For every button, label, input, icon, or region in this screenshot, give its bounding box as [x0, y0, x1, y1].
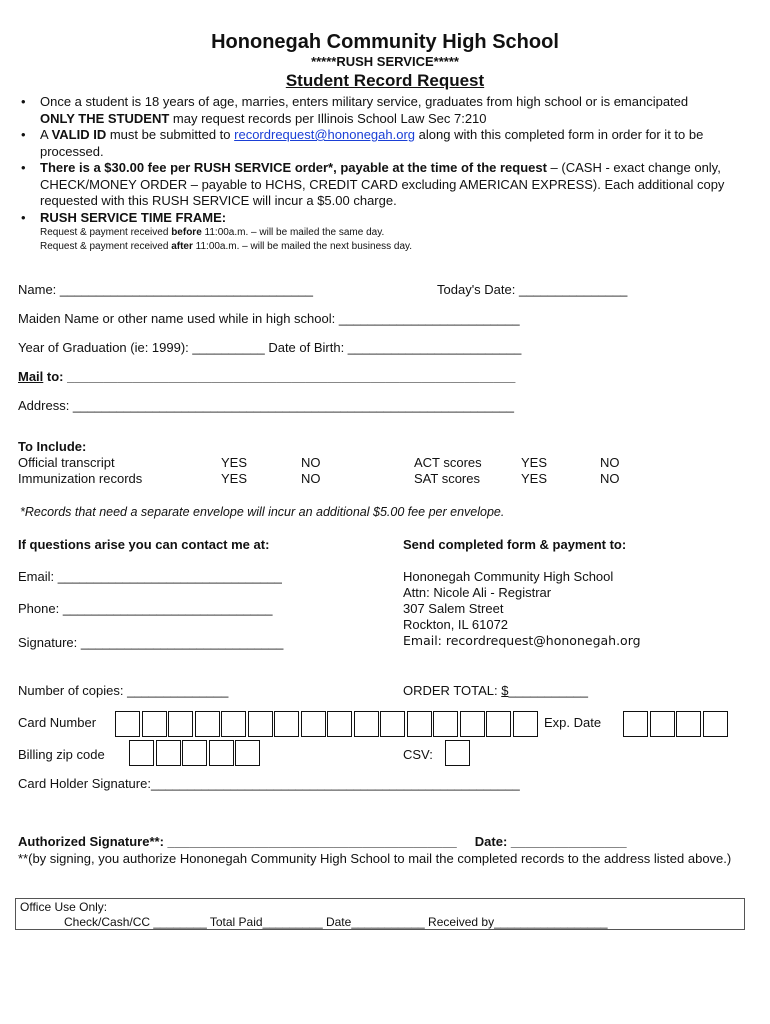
bullet-fee [40, 160, 755, 210]
act-scores-label: ACT scores [414, 455, 482, 470]
card-digit-box[interactable] [327, 711, 352, 737]
email-link[interactable]: recordrequest@hononegah.org [234, 127, 416, 142]
csv-label: CSV: [403, 747, 433, 762]
office-use-box [15, 898, 745, 930]
send-city: Rockton, IL 61072 [403, 617, 509, 632]
to-include-heading: To Include: [18, 439, 87, 454]
bullet-bold [40, 160, 547, 175]
card-digit-box[interactable] [380, 711, 405, 737]
contact-signature-field[interactable]: Signature: ____________________________ [18, 635, 284, 650]
sat-scores-label: SAT scores [414, 471, 480, 486]
zip-digit-box[interactable] [129, 740, 154, 766]
bullet-bold: ONLY THE STUDENT [40, 110, 170, 126]
order-total-label: ORDER TOTAL: [403, 683, 502, 698]
exp-date-label: Exp. Date [544, 715, 602, 730]
contact-email-field[interactable]: Email: _______________________________ [18, 569, 282, 584]
send-attn: Attn: Nicole Ali - Registrar [403, 585, 552, 600]
bullet-text: – (CASH - exact change only, CHECK/MONEY ORDER – payable to HCHS, CREDIT CARD excluding AMERICAN EXPRESS). Each additional copy requested with this RUSH SERVICE will incur a $5.00 charge. [40, 160, 725, 208]
office-use-title: Office Use Only: [20, 900, 108, 914]
tf-text: Request & payment received [40, 241, 172, 252]
bullet-text: may request records per Illinois School Law Sec 7:210 [169, 110, 487, 126]
immunization-yes[interactable]: YES [221, 471, 248, 486]
form-title: Student Record Request [285, 71, 485, 90]
card-digit-box[interactable] [301, 711, 326, 737]
contact-phone-field[interactable]: Phone: _____________________________ [18, 601, 273, 616]
immunization-no[interactable]: NO [301, 471, 321, 486]
zip-digit-box[interactable] [156, 740, 181, 766]
zip-digit-box[interactable] [209, 740, 234, 766]
envelope-note: *Records that need a separate envelope will incur an additional $5.00 fee per envelope. [20, 505, 505, 519]
exp-digit-box[interactable] [703, 711, 728, 737]
send-heading: Send completed form & payment to: [403, 537, 627, 552]
exp-digit-box[interactable] [676, 711, 701, 737]
dollar-sign: $ [501, 683, 509, 698]
zip-digit-box[interactable] [182, 740, 207, 766]
bullet-age-rule [40, 94, 755, 127]
maiden-name-field[interactable]: Maiden Name or other name used while in high school: _________________________ [18, 311, 520, 326]
authorized-signature-field[interactable]: Authorized Signature**: ________________________________________ Date: ________________ [18, 834, 627, 849]
office-use-line: Check/Cash/CC ________ Total Paid_________ Date___________ Received by_________________ [64, 915, 608, 929]
copies-field[interactable]: Number of copies: ______________ [18, 683, 229, 698]
authorized-note: **(by signing, you authorize Hononegah Community High School to mail the completed records to the address listed above.) [18, 851, 732, 866]
card-digit-box[interactable] [248, 711, 273, 737]
bullet-valid-id [40, 127, 755, 160]
immunization-label: Immunization records [18, 471, 143, 486]
transcript-yes[interactable]: YES [221, 455, 248, 470]
zip-digit-box[interactable] [235, 740, 260, 766]
csv-box[interactable] [445, 740, 470, 766]
bullet-text: Once a student is 18 years of age, marries, enters military service, graduates from high school or is emancipated [40, 94, 689, 109]
school-title: Hononegah Community High School [211, 31, 559, 53]
bullet-text: A [40, 127, 52, 142]
exp-digit-box[interactable] [650, 711, 675, 737]
card-digit-box[interactable] [221, 711, 246, 737]
order-total-field[interactable] [403, 683, 588, 698]
bullet-text: along with this completed form in order for it to be processed. [40, 127, 704, 159]
send-email: Email: recordrequest@hononegah.org [403, 633, 641, 648]
card-digit-box[interactable] [354, 711, 379, 737]
todays-date-field[interactable]: Today's Date: _______________ [437, 282, 628, 297]
bullet-time-frame [40, 210, 755, 227]
tf-bold: before [171, 227, 202, 238]
billing-zip-label: Billing zip code [18, 747, 105, 762]
transcript-no[interactable]: NO [301, 455, 321, 470]
send-school: Hononegah Community High School [403, 569, 614, 584]
tf-bold: after [171, 241, 193, 252]
bullet-bold: RUSH SERVICE TIME FRAME: [40, 210, 227, 225]
tf-text: Request & payment received [40, 227, 172, 238]
time-frame-after [40, 240, 412, 254]
tf-text: 11:00a.m. – will be mailed the next business day. [192, 241, 413, 252]
card-digit-box[interactable] [195, 711, 220, 737]
card-holder-signature-field[interactable]: Card Holder Signature:___________________________________________________ [18, 776, 520, 791]
card-digit-box[interactable] [433, 711, 458, 737]
fee-text: There is a $30.00 fee per RUSH SERVICE order*, payable at the time of the request [40, 160, 547, 175]
rush-service-label: *****RUSH SERVICE***** [311, 54, 459, 69]
card-digit-box[interactable] [486, 711, 511, 737]
mail-label: Mail [18, 369, 44, 384]
address-field[interactable]: Address: _____________________________________________________________ [18, 398, 514, 413]
exp-digit-box[interactable] [623, 711, 648, 737]
tf-text: 11:00a.m. – will be mailed the same day. [201, 227, 385, 238]
sat-no[interactable]: NO [600, 471, 620, 486]
card-digit-box[interactable] [513, 711, 538, 737]
bullet-bold: VALID ID [51, 127, 107, 142]
mail-to-field[interactable] [18, 369, 515, 384]
sat-yes[interactable]: YES [521, 471, 548, 486]
time-frame-before [40, 226, 384, 240]
mail-rest: to: ______________________________________________________________ [43, 369, 516, 384]
send-street: 307 Salem Street [403, 601, 504, 616]
official-transcript-label: Official transcript [18, 455, 115, 470]
card-digit-box[interactable] [168, 711, 193, 737]
card-digit-box[interactable] [460, 711, 485, 737]
card-digit-box[interactable] [274, 711, 299, 737]
graduation-dob-field[interactable]: Year of Graduation (ie: 1999): __________ Date of Birth: ________________________ [18, 340, 522, 355]
card-digit-box[interactable] [407, 711, 432, 737]
order-total-blank: ___________ [508, 683, 589, 698]
card-digit-box[interactable] [142, 711, 167, 737]
card-digit-box[interactable] [115, 711, 140, 737]
act-yes[interactable]: YES [521, 455, 548, 470]
name-field[interactable]: Name: ___________________________________ [18, 282, 313, 297]
contact-heading: If questions arise you can contact me at: [18, 537, 270, 552]
bullet-text: must be submitted to [106, 127, 235, 142]
act-no[interactable]: NO [600, 455, 620, 470]
card-number-label: Card Number [18, 715, 97, 730]
